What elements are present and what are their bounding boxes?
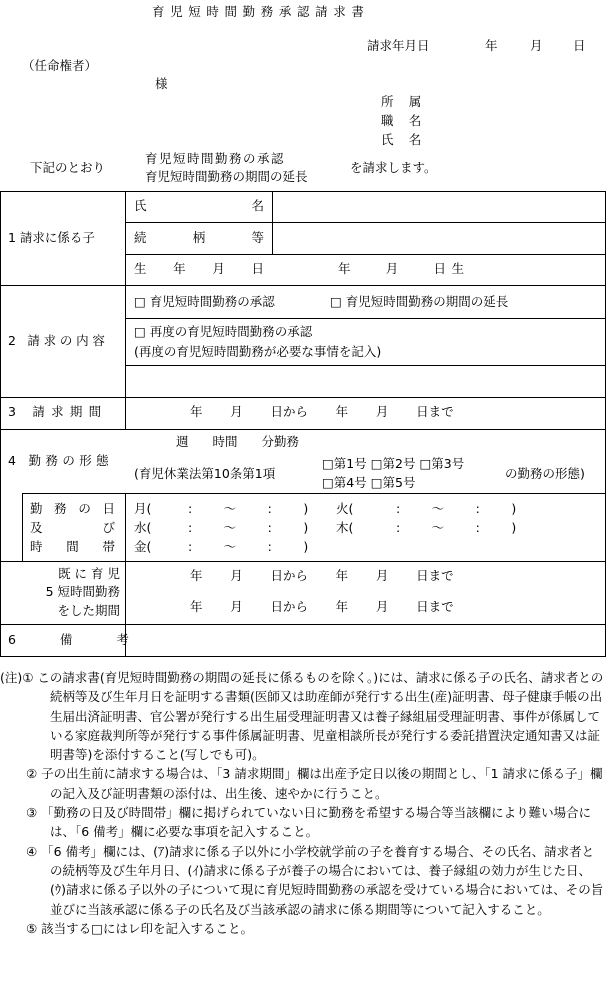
appointer-label: （任命権者） <box>22 58 98 73</box>
s4-thu-time: : ～ : ) <box>396 520 517 535</box>
s1-dob-value: 年 月 日生 <box>338 261 470 276</box>
request-day: 日 <box>573 38 586 53</box>
s4-thu: 木( <box>336 520 354 535</box>
s4-days-label-1: 勤 務 の 日 <box>30 501 115 516</box>
s2-option-approve: □ 育児短時間勤務の承認 <box>134 294 275 309</box>
s4-days-label-3: 時 間 帯 <box>30 539 115 554</box>
lead-text: 下記のとおり <box>30 160 106 175</box>
note-2: ② 子の出生前に請求する場合は、「3 請求期間」欄は出産予定日以後の期間とし、「1 請求に係る子」欄の記入及び証明書類の添付は、出生後、速やかに行うこと。 <box>26 766 603 801</box>
s1-dob-label: 生 年 月 日 <box>134 261 264 276</box>
note-1: (注)① この請求書(育児短時間勤務の期間の延長に係るものを除く。)には、請求に係る子の氏名、請求者との続柄等及び生年月日を証明する書類(医師又は助産師が発行する出生(産)証明書、母子健康手帳の出生届出済証明書、官公署が発行する出生届受理証明書又は養子縁組届受理証明書、事件が係属している家庭裁判所等が発行する事件係属証明書、児童相談所長が発行する委託措置決定通知書又は証明書等)を添付すること(写しでも可)。 <box>0 670 604 763</box>
s4-mon: 月( <box>134 501 152 516</box>
document-title: 育児短時間勤務承認請求書 <box>152 4 370 19</box>
s1-child-name-label: 氏 名 <box>134 198 264 213</box>
s4-weekly-hours: 週 時間 分勤務 <box>176 434 299 449</box>
request-month: 月 <box>530 38 543 53</box>
sama-label: 様 <box>155 76 168 91</box>
s3-period: 年 月 日から 年 月 日まで <box>190 404 454 419</box>
s4-mon-time: : ～ : ) <box>188 501 309 516</box>
s4-tue: 火( <box>336 501 354 516</box>
notes <box>0 668 606 938</box>
s4-suffix: の勤務の形態) <box>505 466 585 481</box>
s5-label-3: をした期間 <box>57 603 120 618</box>
note-4: ④ 「6 備考」欄には、(ｱ)請求に係る子以外に小学校就学前の子を養育する場合、その氏名、請求者との続柄等及び生年月日、(ｲ)請求に係る子が養子の場合においては、養子縁組の効力が生じた日、(ｳ)請求に係る子以外の子について現に育児短時間勤務の承認を受けている場合においては、その旨並びに当該承認に係る子の氏名及び当該承認の請求に係る期間等について記入すること。 <box>26 843 604 917</box>
s2-option-extend: □ 育児短時間勤務の期間の延長 <box>330 294 509 309</box>
s6-label: 6 備 考 <box>8 632 149 647</box>
s5-period-2: 年 月 日から 年 月 日まで <box>190 599 454 614</box>
s4-fri-time: : ～ : ) <box>188 539 309 554</box>
post-label: 職 名 <box>381 113 427 128</box>
applicant-name-label: 氏 名 <box>381 132 427 147</box>
s1-relation-label: 続 柄 等 <box>134 230 264 245</box>
s2-again-note: (再度の育児短時間勤務が必要な事情を記入) <box>134 344 382 359</box>
s4-items-row1: □第1号 □第2号 □第3号 <box>322 456 465 471</box>
s2-label: 2 請求の内容 <box>8 333 109 348</box>
option-approve-text: 育児短時間勤務の承認 <box>145 151 286 166</box>
s4-items-row2: □第4号 □第5号 <box>322 475 416 490</box>
s4-wed: 水( <box>134 520 152 535</box>
note-3: ③ 「勤務の日及び時間帯」欄に掲げられていない日に勤務を希望する場合等当該欄により難い場合には、「6 備考」欄に必要な事項を記入すること。 <box>26 805 592 840</box>
s5-label-1: 既 に 育 児 <box>58 566 120 581</box>
s4-law-ref: (育児休業法第10条第1項 <box>134 466 276 481</box>
s4-label: 4 勤務の形態 <box>8 453 114 468</box>
s4-fri: 金( <box>134 539 152 554</box>
s4-tue-time: : ～ : ) <box>396 501 517 516</box>
request-tail-text: を請求します。 <box>350 160 437 175</box>
s2-option-again: □ 再度の育児短時間勤務の承認 <box>134 324 313 339</box>
request-year: 年 <box>485 38 498 53</box>
s4-wed-time: : ～ : ) <box>188 520 309 535</box>
s1-label: 1 請求に係る子 <box>8 230 95 245</box>
s3-label: 3 請求期間 <box>8 404 108 419</box>
request-date-label: 請求年月日 <box>367 38 430 53</box>
note-5: ⑤ 該当する□にはレ印を記入すること。 <box>26 920 253 936</box>
s5-period-1: 年 月 日から 年 月 日まで <box>190 568 454 583</box>
option-extend-text: 育児短時間勤務の期間の延長 <box>145 169 308 184</box>
affiliation-label: 所 属 <box>381 94 427 109</box>
s5-label-2: 5 短時間勤務 <box>45 584 120 599</box>
s4-days-label-2: 及 び <box>30 520 115 535</box>
